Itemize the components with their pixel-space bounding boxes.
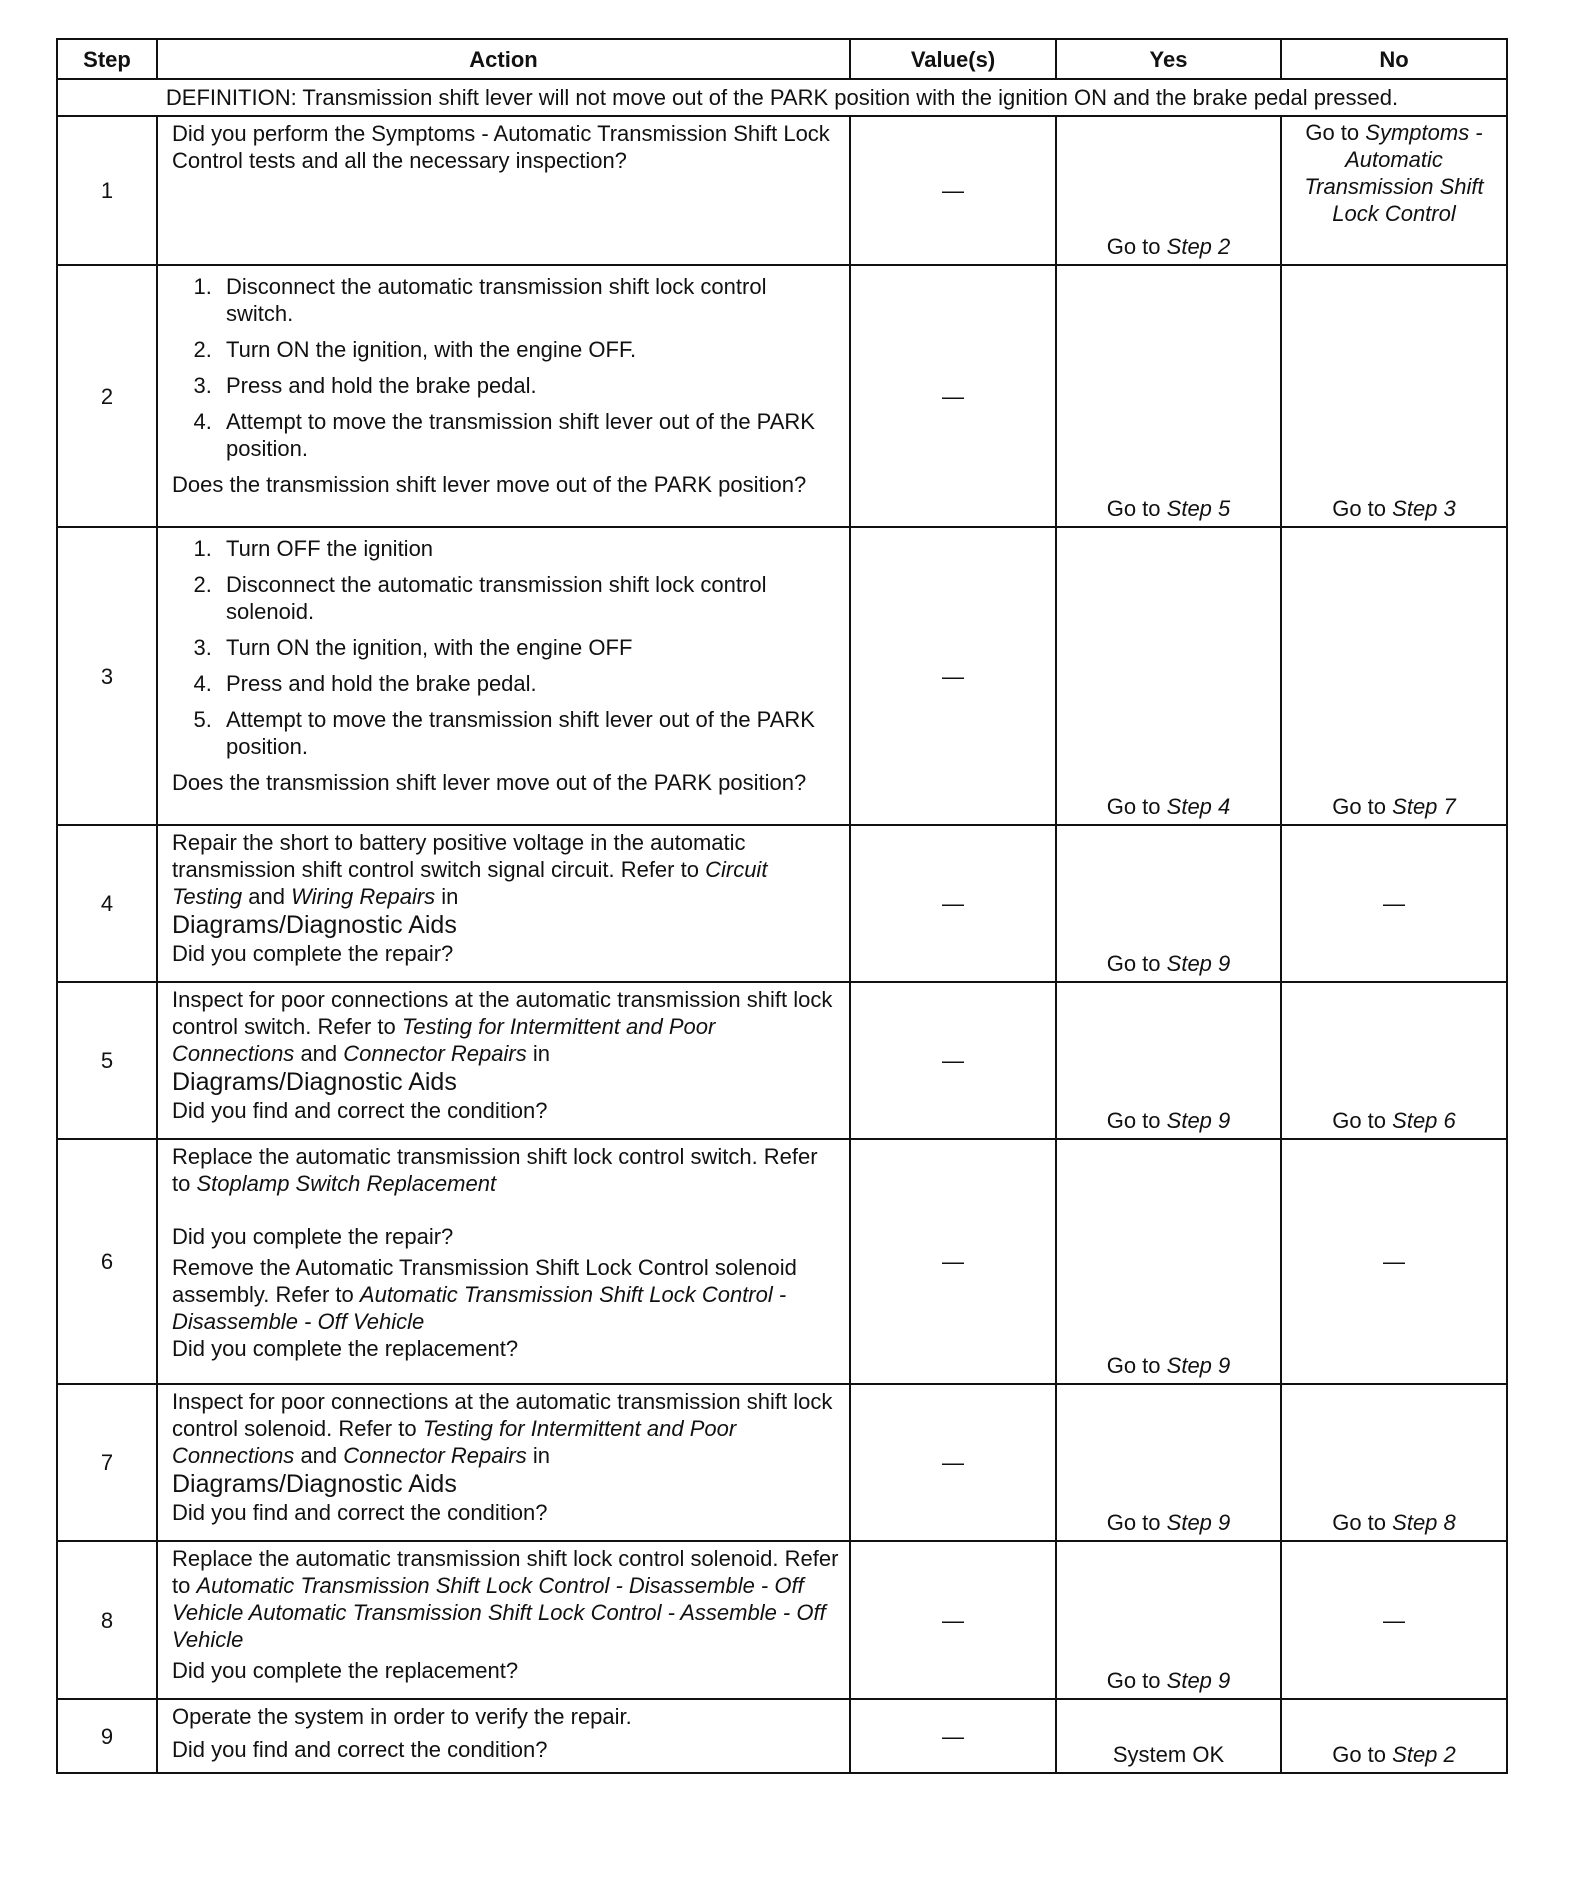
action-text-part: Inspect for poor connections at the automatic transmission shift lock control solenoid. Refer to [172,1389,833,1441]
action-question: Did you complete the repair? [172,1224,454,1249]
action-text-part: Inspect for poor connections at the automatic transmission shift lock control switch. Refer to [172,987,833,1039]
action-steps [172,273,839,462]
no-cell [1281,1384,1507,1541]
step-number: 1 [57,116,157,265]
no-target: Step 2 [1392,1742,1456,1767]
goto-label: Go to [1332,1108,1387,1133]
no-target: Step 3 [1392,496,1456,521]
header-row [57,39,1507,79]
action-cell [157,1699,850,1773]
goto-label: Go to [1332,1742,1387,1767]
manual-name: Diagrams/Diagnostic Aids [172,911,457,939]
step-number: 9 [57,1699,157,1773]
action-cell [157,1139,850,1384]
step-number: 2 [57,265,157,527]
goto-label: Go to [1332,1510,1387,1535]
no-target: Step 8 [1392,1510,1456,1535]
no-cell [1281,527,1507,825]
no-target: Step 6 [1392,1108,1456,1133]
action-text-part: Replace the automatic transmission shift lock control switch. Refer to [172,1144,818,1196]
table-row [57,1699,1507,1773]
table-row [57,265,1507,527]
no-cell: — [1281,1541,1507,1699]
action-text-part: and [248,884,285,909]
goto-label: Go to [1106,1668,1161,1693]
action-text [172,1545,839,1653]
action-text [172,829,839,910]
goto-label: Go to [1106,1510,1161,1535]
list-item: 4. Attempt to move the transmission shift lever out of the PARK position. [218,408,839,462]
reference-link: Automatic Transmission Shift Lock Control - Disassemble - Off Vehicle Automatic Transmission Shift Lock Control - Assemble - Off Vehicle [172,1573,826,1652]
reference-link: Circuit Testing [172,857,768,909]
goto-label: Go to [1332,496,1387,521]
action-question: Did you find and correct the condition? [172,1098,548,1123]
action-text-part: Replace the automatic transmission shift lock control solenoid. Refer to [172,1546,839,1598]
reference-link: Stoplamp Switch Replacement [196,1171,497,1196]
action-text-part: and [300,1041,338,1066]
list-item: 3. Press and hold the brake pedal. [218,372,839,399]
header-yes: Yes [1056,39,1281,79]
no-cell: — [1281,825,1507,982]
table-row [57,825,1507,982]
action-text [172,986,839,1067]
table-row [57,982,1507,1139]
yes-target: Step 4 [1166,794,1231,819]
value-cell: — [850,1541,1056,1699]
yes-cell [1056,1384,1281,1541]
table-row [57,1541,1507,1699]
yes-target: Step 5 [1166,496,1231,521]
yes-target: Step 2 [1166,234,1231,259]
no-target: Symptoms - Automatic Transmission Shift Lock Control [1304,120,1484,226]
no-target: Step 7 [1392,794,1456,819]
value-cell: — [850,527,1056,825]
yes-cell [1056,265,1281,527]
goto-label: Go to [1106,951,1161,976]
action-question: Did you find and correct the condition? [172,1737,548,1762]
goto-label: Go to [1106,1353,1161,1378]
action-question: Did you complete the repair? [172,941,454,966]
table-row [57,527,1507,825]
yes-cell [1056,982,1281,1139]
action-cell [157,1384,850,1541]
value-cell: — [850,265,1056,527]
step-number: 3 [57,527,157,825]
action-cell [157,982,850,1139]
list-item: 1. Disconnect the automatic transmission shift lock control switch. [218,273,839,327]
value-cell: — [850,1384,1056,1541]
action-cell [157,825,850,982]
value-cell: — [850,825,1056,982]
action-cell [157,1541,850,1699]
action-question: Does the transmission shift lever move out of the PARK position? [172,770,807,795]
list-item: 2. Disconnect the automatic transmission shift lock control solenoid. [218,571,839,625]
reference-link: Testing for Intermittent and Poor Connections [172,1014,716,1066]
manual-name: Diagrams/Diagnostic Aids [172,1068,457,1096]
list-item: 3. Turn ON the ignition, with the engine OFF [218,634,839,661]
action-text [172,1143,839,1197]
goto-label: Go to [1106,794,1161,819]
step-number: 8 [57,1541,157,1699]
reference-link: Connector Repairs [343,1443,527,1468]
yes-cell [1056,1139,1281,1384]
value-cell: — [850,982,1056,1139]
step-number: 6 [57,1139,157,1384]
no-cell: — [1281,1139,1507,1384]
goto-label: Go to [1305,120,1360,145]
yes-target: Step 9 [1166,1510,1231,1535]
list-item: 4. Press and hold the brake pedal. [218,670,839,697]
action-question: Did you complete the replacement? [172,1658,519,1683]
action-cell [157,265,850,527]
yes-target: Step 9 [1166,951,1231,976]
header-no: No [1281,39,1507,79]
reference-link: Connector Repairs [343,1041,527,1066]
action-question: Did you perform the Symptoms - Automatic Transmission Shift Lock Control tests and all the necessary inspection? [172,121,830,173]
action-question: Did you complete the replacement? [172,1336,519,1361]
no-cell [1281,116,1507,265]
yes-target: Step 9 [1166,1668,1231,1693]
header-action: Action [157,39,850,79]
value-cell: — [850,1139,1056,1384]
yes-target: Step 9 [1166,1108,1231,1133]
header-values: Value(s) [850,39,1056,79]
action-text-part: and [300,1443,338,1468]
step-number: 7 [57,1384,157,1541]
yes-target: Step 9 [1166,1353,1231,1378]
reference-link: Automatic Transmission Shift Lock Control - Disassemble - Off Vehicle [172,1282,787,1334]
definition-row [57,79,1507,116]
list-item: 5. Attempt to move the transmission shift lever out of the PARK position. [218,706,839,760]
goto-label: Go to [1332,794,1387,819]
action-text-part: in [441,884,459,909]
yes-cell [1056,527,1281,825]
yes-cell [1056,1541,1281,1699]
action-text-part: Remove the Automatic Transmission Shift Lock Control solenoid assembly. Refer to [172,1255,797,1307]
action-cell [157,527,850,825]
action-question: Did you find and correct the condition? [172,1500,548,1525]
action-text-part: in [532,1443,550,1468]
definition-text: DEFINITION: Transmission shift lever will not move out of the PARK position with the ignition ON and the brake pedal pressed. [57,79,1507,116]
reference-link: Testing for Intermittent and Poor Connections [172,1416,737,1468]
yes-cell [1056,116,1281,265]
reference-link: Wiring Repairs [291,884,436,909]
goto-label: Go to [1106,1108,1161,1133]
table-row [57,116,1507,265]
step-number: 5 [57,982,157,1139]
list-item: 2. Turn ON the ignition, with the engine OFF. [218,336,839,363]
diagnostic-table [56,38,1508,1774]
no-cell [1281,1699,1507,1773]
action-text [172,1388,839,1469]
step-number: 4 [57,825,157,982]
action-text [172,1254,839,1335]
no-cell [1281,982,1507,1139]
spacer [172,1197,839,1223]
manual-name: Diagrams/Diagnostic Aids [172,1470,457,1498]
action-steps [172,535,839,760]
goto-label: Go to [1106,234,1161,259]
action-text-part: in [532,1041,550,1066]
goto-label: Go to [1106,496,1161,521]
table-row [57,1384,1507,1541]
value-cell: — [850,1699,1056,1773]
yes-cell: System OK [1056,1699,1281,1773]
action-cell [157,116,850,265]
value-cell: — [850,116,1056,265]
list-item: 1. Turn OFF the ignition [218,535,839,562]
action-text-part: Repair the short to battery positive voltage in the automatic transmission shift control switch signal circuit. Refer to [172,830,746,882]
no-cell [1281,265,1507,527]
header-step: Step [57,39,157,79]
action-text: Operate the system in order to verify the repair. [172,1704,632,1729]
table-row [57,1139,1507,1384]
yes-cell [1056,825,1281,982]
action-question: Does the transmission shift lever move out of the PARK position? [172,472,807,497]
